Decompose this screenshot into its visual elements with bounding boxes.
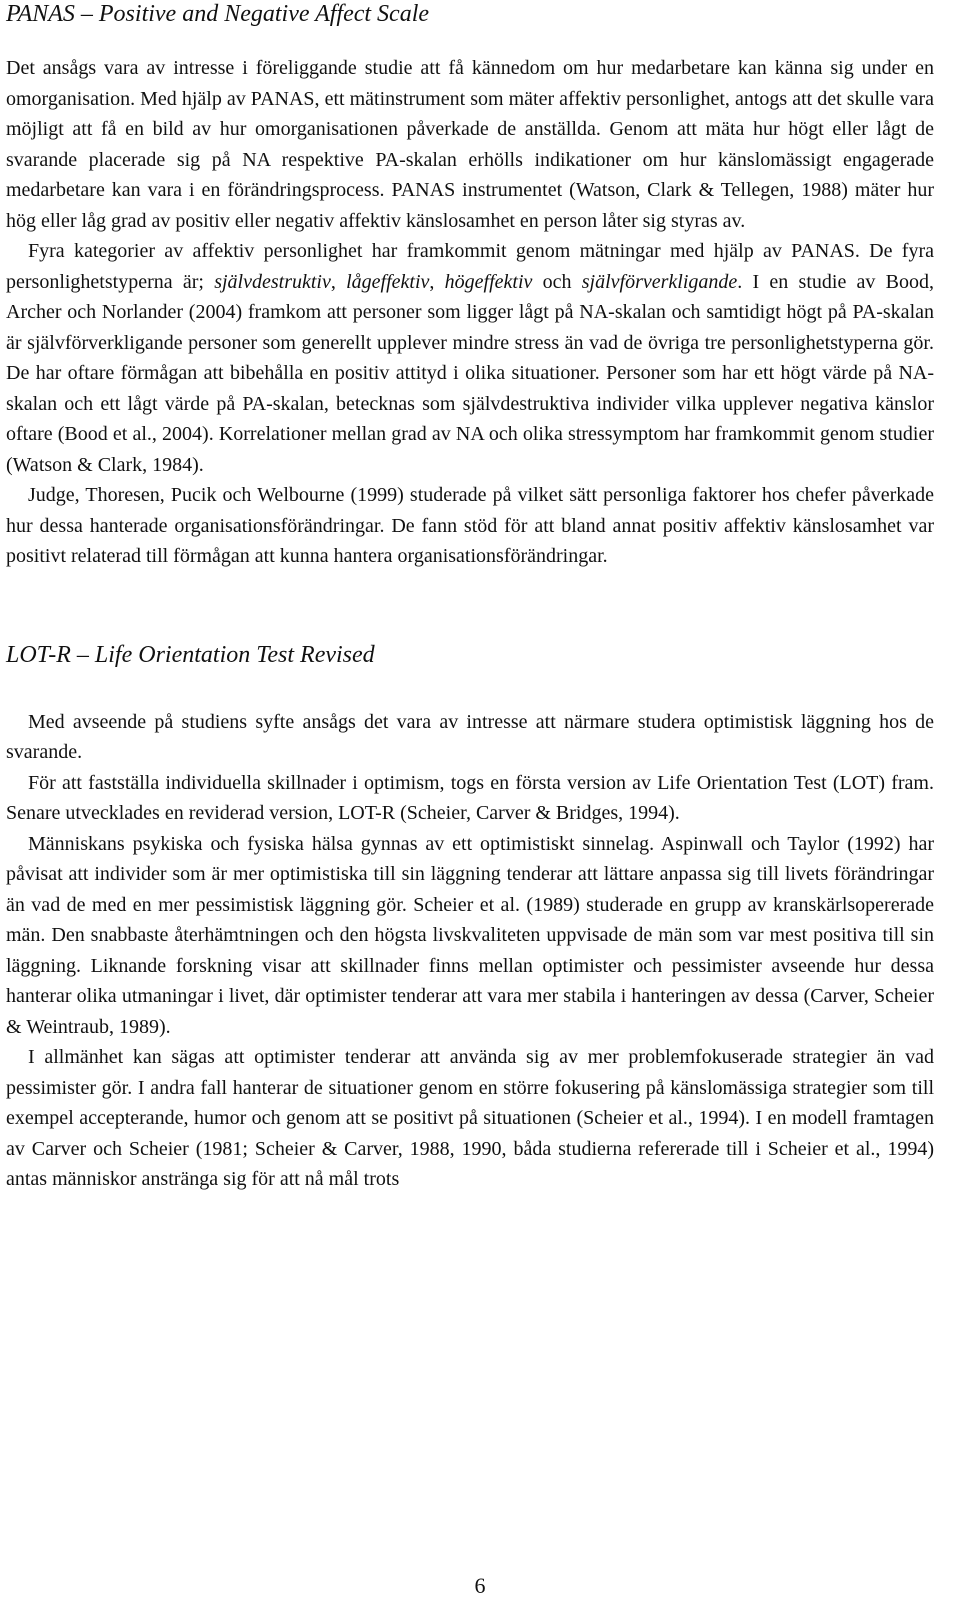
paragraph: Fyra kategorier av affektiv personlighet har framkommit genom mätningar med hjälp av PANAS. De fyra personlighetstyperna är; självdestruktiv, lågeffektiv, högeffektiv och självförverkligande. I en studie av Bood, Archer och Norlander (2004) framkom att personer som ligger lågt på NA-skalan och samtidigt högt på PA-skalan är självförverkligande personer som generellt upplever mindre stress än vad de övriga tre personlighetstyperna gör. De har oftare förmågan att bibehålla en positiv attityd i olika situationer. Personer som har ett högt värde på NA-skalan och ett lågt värde på PA-skalan, betecknas som självdestruktiva individer vilka upplever negativa känslor oftare (Bood et al., 2004). Korrelationer mellan grad av NA och olika stressymptom har framkommit genom studier (Watson & Clark, 1984). xyxy=(6,240,935,476)
italic-term: självdestruktiv xyxy=(214,270,331,293)
document-page xyxy=(6,0,934,1195)
paragraph: Med avseende på studiens syfte ansågs det vara av intresse att närmare studera optimistisk läggning hos de svarande. xyxy=(6,710,934,763)
italic-term: självförverkligande xyxy=(581,270,738,293)
italic-term: lågeffektiv xyxy=(346,270,430,293)
paragraph: För att fastställa individuella skillnader i optimism, togs en första version av Life Orientation Test (LOT) fram. Senare utvecklades en reviderad version, LOT-R (Scheier, Carver & Bridges, 1994). xyxy=(6,771,934,824)
section-heading-panas: PANAS – Positive and Negative Affect Scale xyxy=(6,1,430,27)
italic-term: högeffektiv xyxy=(444,270,533,293)
paragraph: Människans psykiska och fysiska hälsa gynnas av ett optimistiskt sinnelag. Aspinwall och Taylor (1992) har påvisat att individer som är mer optimistiska till sin läggning tenderar att lättare anpassa sig till livets förändringar än vad de med en mer pessimistisk läggning gör. Scheier et al. (1989) studerade en grupp av kranskärlsopererade män. Den snabbaste återhämtningen och den högsta livskvaliteten uppvisade de män som var mest positiva till sin läggning. Liknande forskning visar att skillnader finns mellan optimister och pessimister avseende hur dessa hanterar olika utmaningar i livet, där optimister tenderar att vara mer stabila i hanteringen av dessa (Carver, Scheier & Weintraub, 1989). xyxy=(6,832,934,1038)
paragraph: Det ansågs vara av intresse i föreliggande studie att få kännedom om hur medarbetare kan känna sig under en omorganisation. Med hjälp av PANAS, ett mätinstrument som mäter affektiv personlighet, antogs att det skulle vara möjligt att få en bild av hur omorganisationen påverkade de anställda. Genom att mäta hur högt eller lågt de svarande placerade sig på NA respektive PA-skalan erhölls indikationer om hur känslomässigt engagerade medarbetare kan vara i en förändringsprocess. PANAS instrumentet (Watson, Clark & Tellegen, 1988) mäter hur hög eller låg grad av positiv eller negativ affektiv känslosamhet en person låter sig styras av. xyxy=(6,57,934,232)
page-number: 6 xyxy=(474,1573,486,1598)
paragraph: Judge, Thoresen, Pucik och Welbourne (1999) studerade på vilket sätt personliga faktorer hos chefer påverkade hur dessa hanterade organisationsförändringar. De fann stöd för att bland annat positiv affektiv känslosamhet var positivt relaterad till förmågan att kunna hantera organisationsförändringar. xyxy=(6,484,934,567)
paragraph: I allmänhet kan sägas att optimister tenderar att använda sig av mer problemfokuserade strategier än vad pessimister gör. I andra fall hanterar de situationer genom en större fokusering på känslomässiga strategier som till exempel accepterande, humor och genom att se positivt på situationen (Scheier et al., 1994). I en modell framtagen av Carver och Scheier (1981; Scheier & Carver, 1988, 1990, båda studierna refererade till i Scheier et al., 1994) antas människor anstränga sig för att nå mål trots xyxy=(6,1046,934,1190)
section-heading-lotr: LOT-R – Life Orientation Test Revised xyxy=(6,641,375,668)
